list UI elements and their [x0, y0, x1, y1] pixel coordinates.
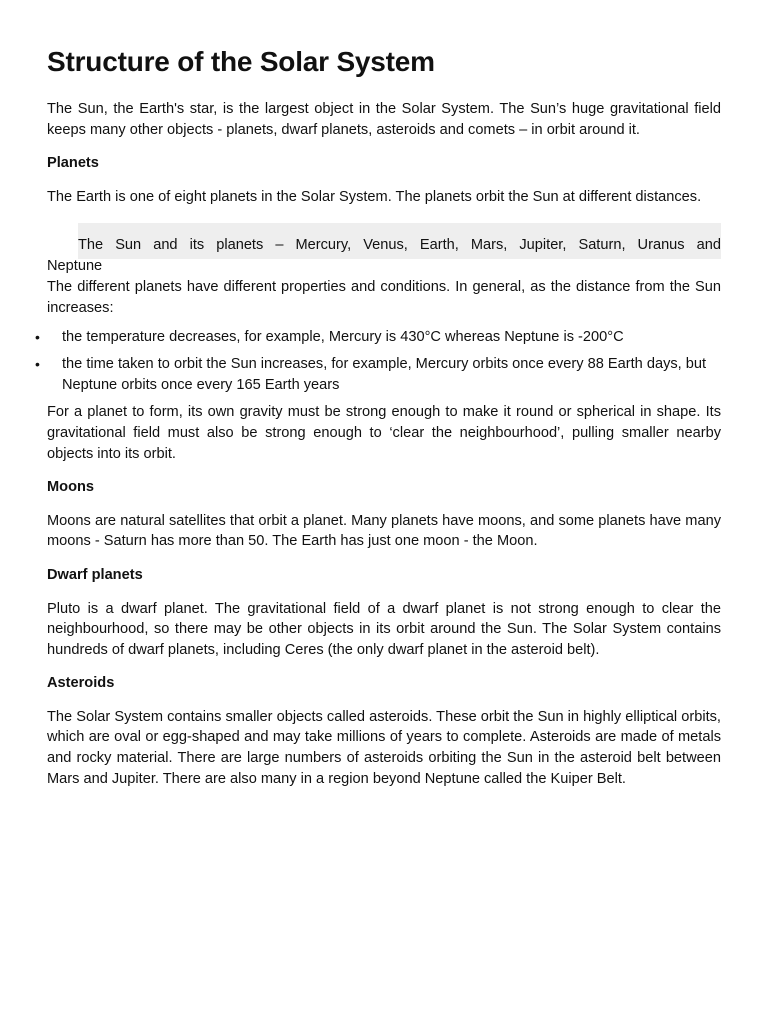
- bullet-icon: •: [35, 328, 40, 345]
- caption-line-2: Neptune: [47, 258, 103, 275]
- asteroids-paragraph: The Solar System contains smaller objects called asteroids. These orbit the Sun in highly elliptical orbits, which are oval or egg-shaped and may take millions of years to complete. Asteroids are made of metals and rocky material. There are large numbers of asteroids orbiting the Sun in the asteroid belt between Mars and Jupiter. There are also many in a region beyond Neptune called the Kuiper Belt.: [47, 708, 721, 787]
- planets-bullet-list: [35, 327, 721, 396]
- list-item: [35, 354, 721, 395]
- asteroids-heading: Asteroids: [47, 675, 115, 692]
- image-caption: [47, 223, 721, 277]
- list-item-text: the time taken to orbit the Sun increases, for example, Mercury orbits once every 88 Earth days, but Neptune orbits once every 165 Earth years: [62, 356, 707, 393]
- page-title: Structure of the Solar System: [47, 46, 435, 77]
- dwarf-planets-heading: Dwarf planets: [47, 566, 143, 583]
- bullet-icon: •: [35, 356, 40, 373]
- moons-paragraph: Moons are natural satellites that orbit a planet. Many planets have moons, and some planets have many moons - Saturn has more than 50. The Earth has just one moon - the Moon.: [47, 512, 721, 550]
- moons-heading: Moons: [47, 479, 95, 496]
- planets-paragraph-1: The Earth is one of eight planets in the Solar System. The planets orbit the Sun at different distances.: [47, 188, 702, 205]
- dwarf-planets-paragraph: Pluto is a dwarf planet. The gravitational field of a dwarf planet is not strong enough to clear the neighbourhood, so there may be other objects in its orbit around the Sun. The Solar System contains hundreds of dwarf planets, including Ceres (the only dwarf planet in the asteroid belt).: [47, 600, 721, 658]
- document-page: [35, 44, 721, 789]
- list-item-text: the temperature decreases, for example, Mercury is 430°C whereas Neptune is -200°C: [62, 328, 624, 345]
- planets-paragraph-3: For a planet to form, its own gravity must be strong enough to make it round or spherical in shape. Its gravitational field must also be strong enough to ‘clear the neighbourhood’, pulling smaller nearby objects into its orbit.: [47, 404, 721, 462]
- list-item: [35, 327, 721, 348]
- intro-paragraph: The Sun, the Earth's star, is the largest object in the Solar System. The Sun’s huge gravitational field keeps many other objects - planets, dwarf planets, asteroids and comets – in orbit around it.: [47, 101, 721, 138]
- planets-paragraph-2: The different planets have different properties and conditions. In general, as the distance from the Sun increases:: [47, 279, 721, 316]
- planets-heading: Planets: [47, 155, 99, 172]
- caption-line-1: The Sun and its planets – Mercury, Venus, Earth, Mars, Jupiter, Saturn, Uranus and: [78, 237, 721, 254]
